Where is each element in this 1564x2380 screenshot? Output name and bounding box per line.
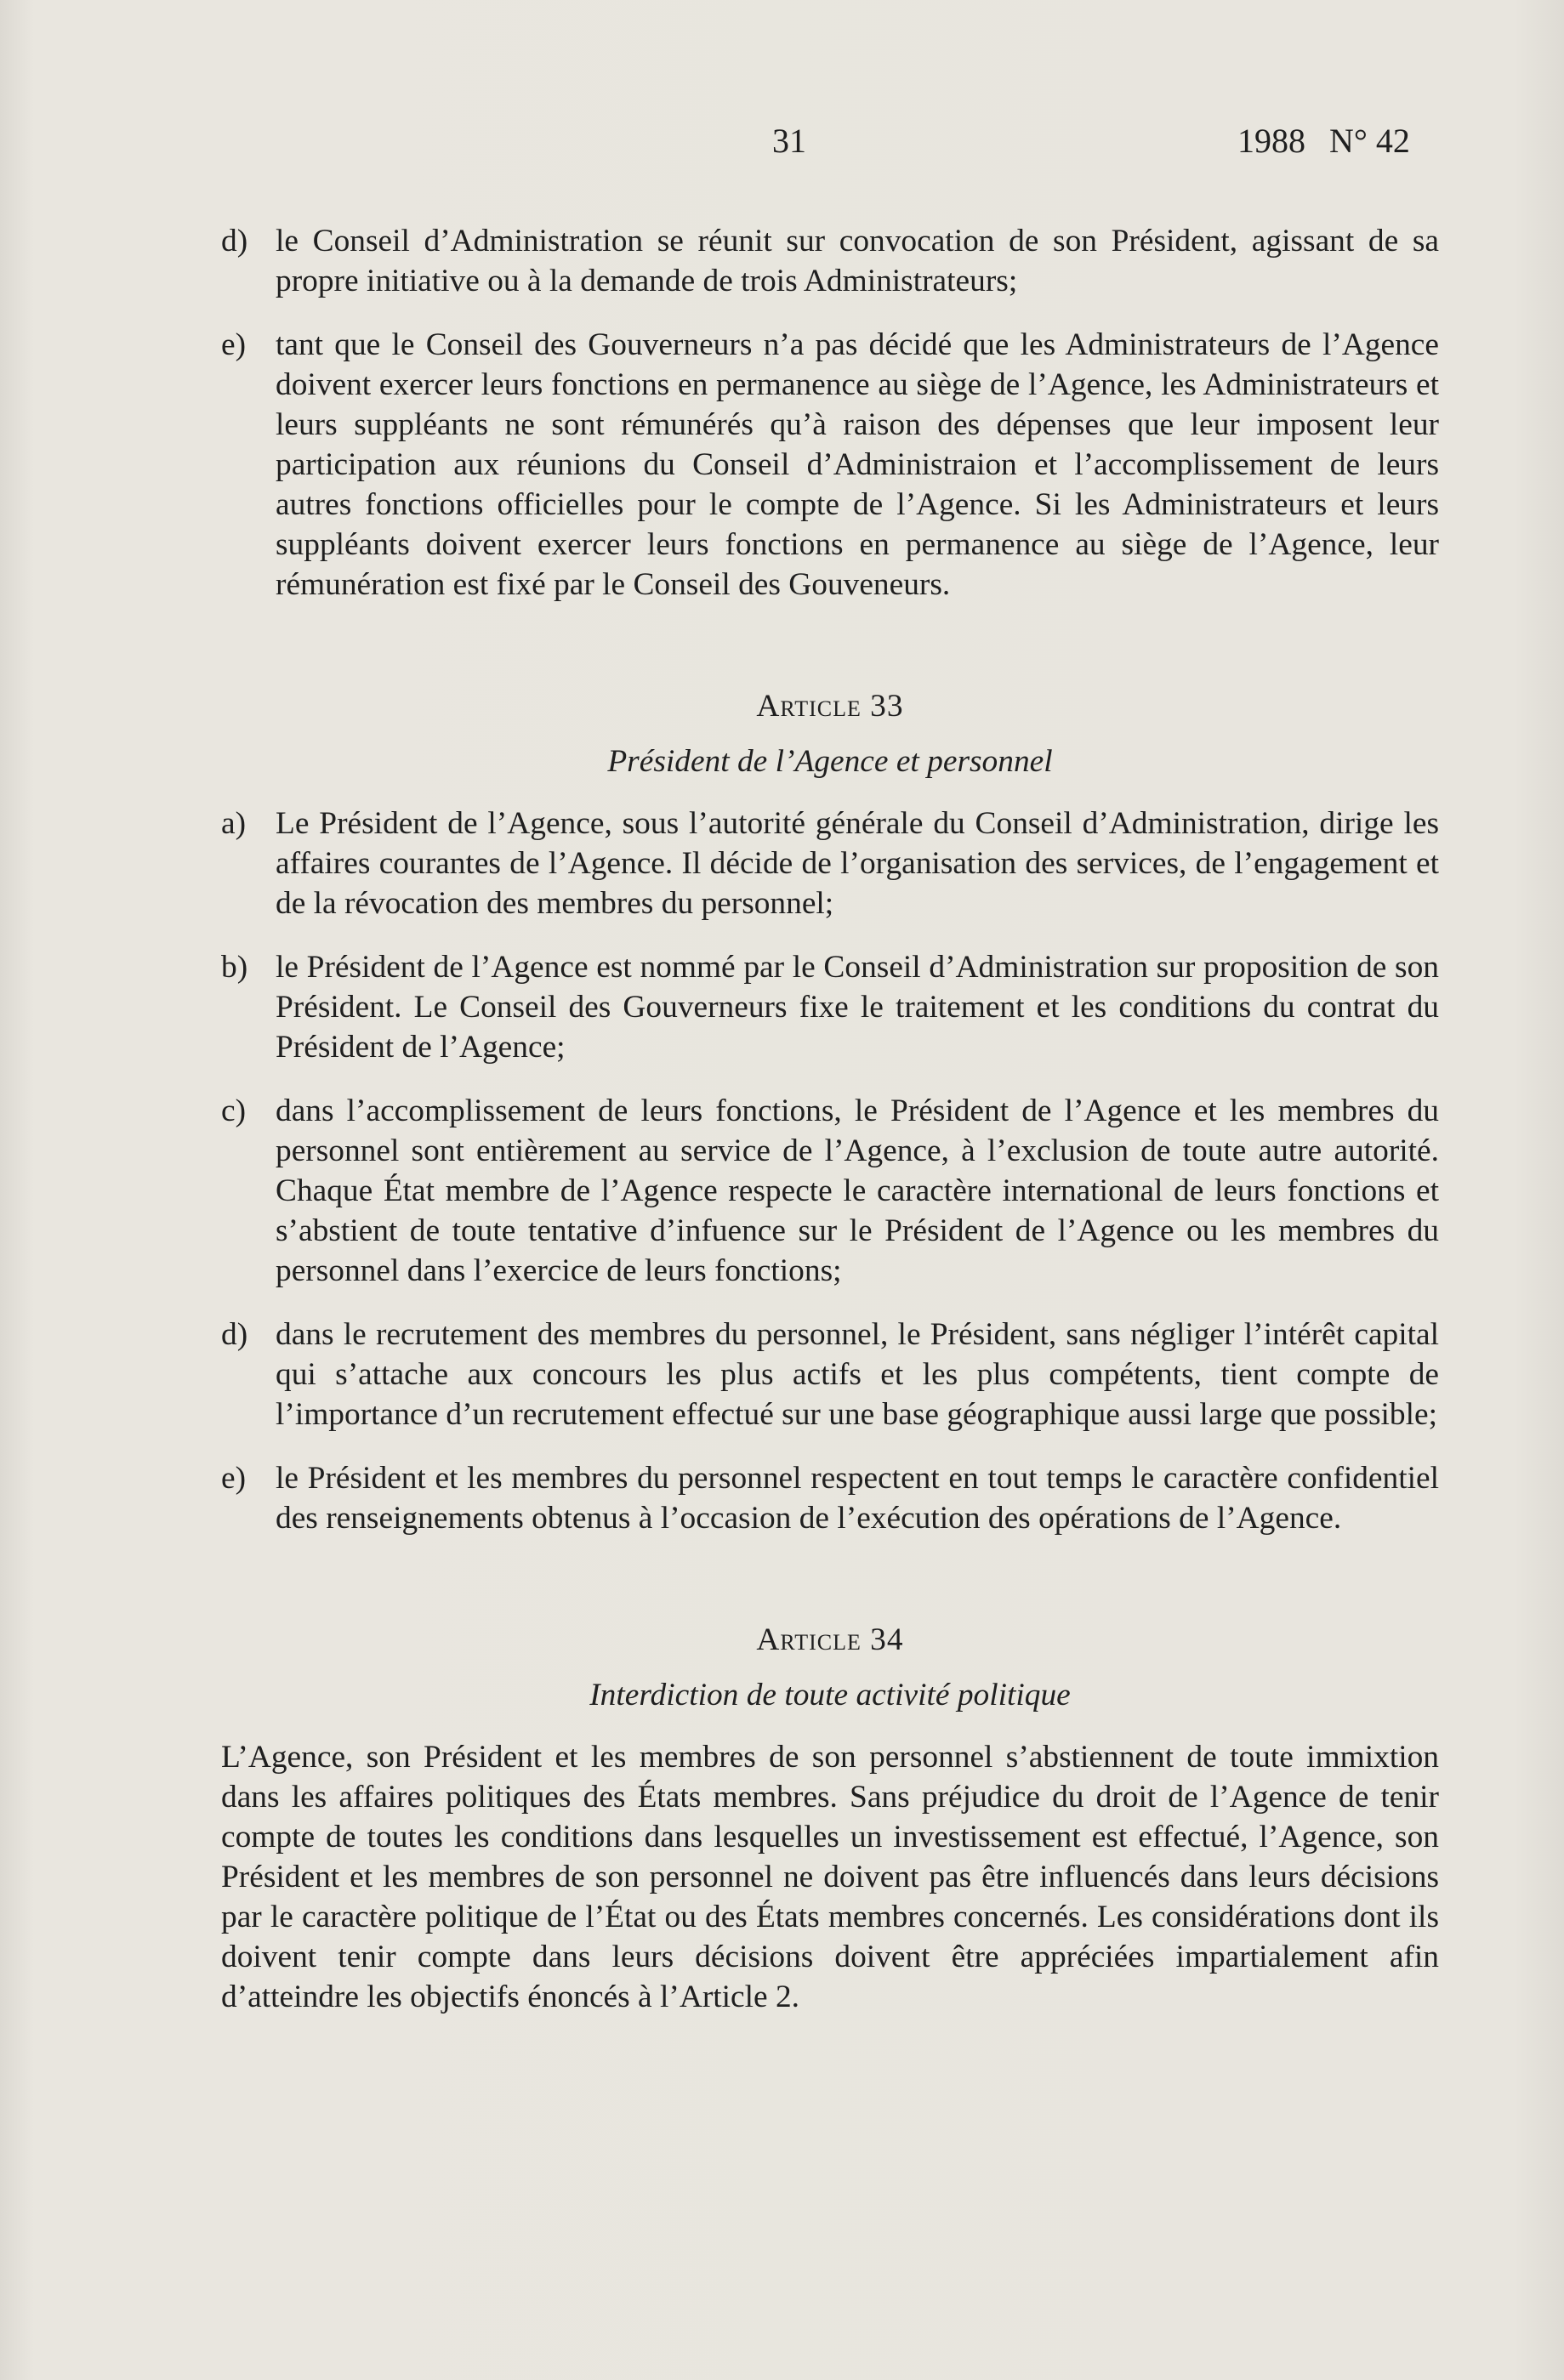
item-marker: e) (221, 1461, 247, 1496)
list-item (221, 221, 1439, 301)
item-marker: d) (221, 1317, 248, 1352)
article-34-heading: Article 34 (756, 1622, 904, 1657)
document-year: 1988 (1237, 122, 1305, 160)
list-item (221, 1091, 1439, 1291)
item-marker: a) (221, 806, 247, 841)
page-header (0, 121, 1564, 172)
list-item (221, 1315, 1439, 1434)
item-marker: d) (221, 224, 248, 258)
article-34-subtitle: Interdiction de toute activité politique (589, 1678, 1071, 1713)
item-marker: c) (221, 1093, 247, 1128)
item-text: dans l’accomplissement de leurs fonctions, le Président de l’Agence et les membres du personnel sont entièrement au service de l’Agence, à l’exclusion de toute autre autorité. Chaque État membre de l’Agence respecte le caractère international de leurs fonctions et s’abstient de toute tentative d’infuence sur le Président de l’Agence ou les membres du personnel dans l’exercice de leurs fonctions; (276, 1093, 1439, 1288)
document-number: N° 42 (1329, 122, 1410, 160)
list-item (221, 325, 1439, 605)
item-text: tant que le Conseil des Gouverneurs n’a pas décidé que les Administrateurs de l’Agence doivent exercer leurs fonctions en permanence au siège de l’Agence, les Administrateurs et leurs suppléants ne sont rémunérés qu’à raison des dépenses que leur imposent leur participation aux réunions du Conseil d’Administraion et l’accomplissement de leurs autres fonctions officielles pour le compte de l’Agence. Si les Administrateurs et leurs suppléants doivent exercer leurs fonctions en permanence au siège de l’Agence, leur rémunération est fixé par le Conseil des Gouveneurs. (276, 327, 1439, 602)
list-item (221, 947, 1439, 1067)
item-text: Le Président de l’Agence, sous l’autorité générale du Conseil d’Administration, dirige les affaires courantes de l’Agence. Il décide de l’organisation des services, de l’engagement et de la révocation des membres du personnel; (276, 806, 1439, 921)
item-marker: e) (221, 327, 247, 362)
page-body (221, 221, 1439, 2017)
list-item (221, 1458, 1439, 1538)
item-text: le Président et les membres du personnel respectent en tout temps le caractère confidentiel des renseignements obtenus à l’occasion de l’exécution des opérations de l’Agence. (276, 1461, 1439, 1536)
list-item (221, 804, 1439, 923)
item-text: le Président de l’Agence est nommé par le Conseil d’Administration sur proposition de son Président. Le Conseil des Gouverneurs fixe le traitement et les conditions du contrat du Président de l’Agence; (276, 950, 1439, 1065)
article-33-heading: Article 33 (756, 689, 904, 724)
article-34-paragraph: L’Agence, son Président et les membres de son personnel s’abstiennent de toute immixtion dans les affaires politiques des États membres. Sans préjudice du droit de l’Agence de tenir compte de toutes les conditions dans lesquelles un investissement est effectué, l’Agence, son Président et les membres de son personnel ne doivent pas être influencés dans leurs décisions par le caractère politique de l’État ou des États membres concernés. Les considérations dont ils doivent tenir compte dans leurs décisions doivent être appréciées impartialement afin d’atteindre les objectifs énoncés à l’Article 2. (221, 1740, 1439, 2014)
item-text: le Conseil d’Administration se réunit sur convocation de son Président, agissant de sa propre initiative ou à la demande de trois Administrateurs; (276, 224, 1439, 298)
page-number: 31 (772, 122, 806, 160)
document-reference (1237, 121, 1410, 161)
item-marker: b) (221, 950, 248, 985)
item-text: dans le recrutement des membres du personnel, le Président, sans négliger l’intérêt capital qui s’attache aux concours les plus actifs et les plus compétents, tient compte de l’importance d’un recrutement effectué sur une base géographique aussi large que possible; (276, 1317, 1439, 1432)
article-33-subtitle: Président de l’Agence et personnel (607, 744, 1053, 779)
